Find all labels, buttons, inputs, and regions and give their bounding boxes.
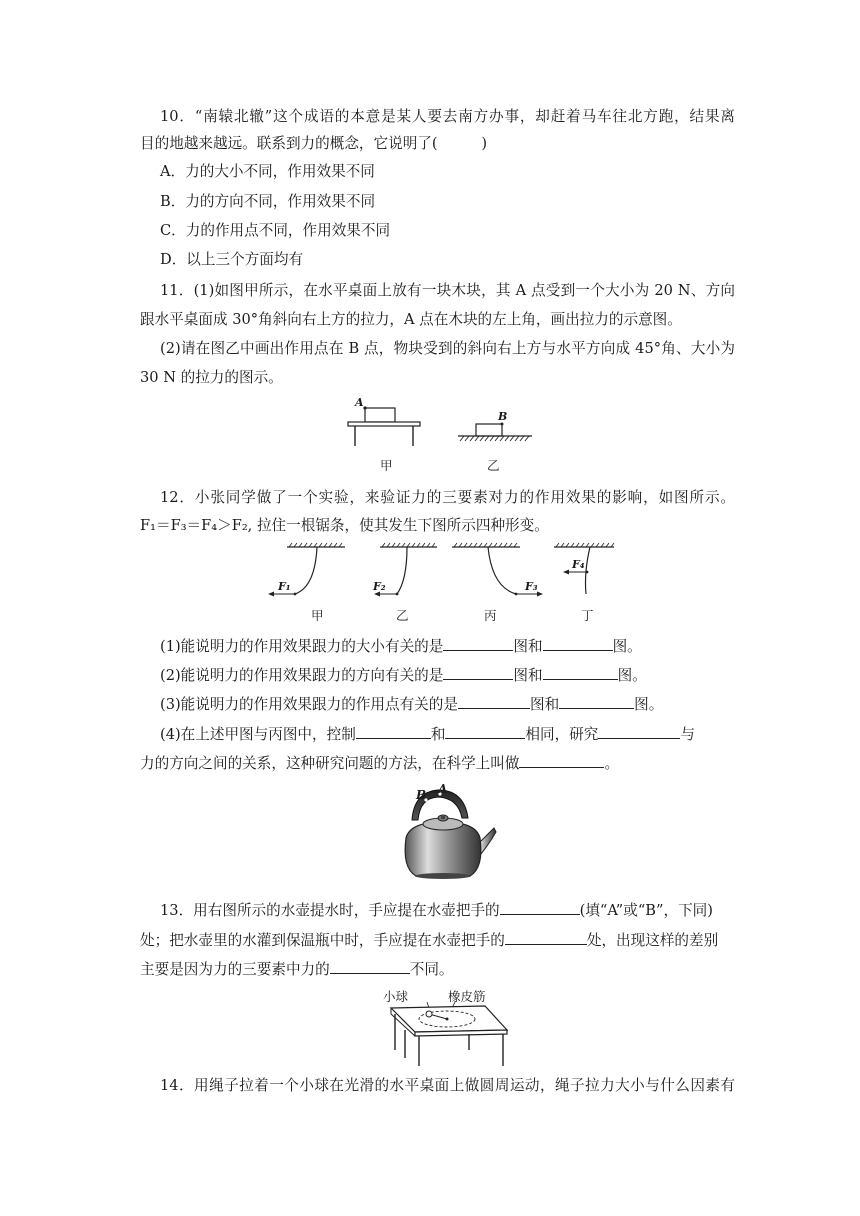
q12-stem-line1: 12．小张同学做了一个实验，来验证力的三要素对力的作用效果的影响，如图所示。 [160, 489, 735, 506]
answer-blank[interactable] [500, 899, 580, 915]
saw-blade-figure-bing [450, 542, 550, 602]
q13-line3: 主要是因为力的三要素中力的 不同。 [140, 958, 735, 980]
answer-blank[interactable] [445, 723, 525, 739]
caption-yi: 乙 [396, 608, 409, 623]
figure-jia-point-label: A [355, 396, 364, 409]
saw-blade-figure-ding [552, 542, 617, 602]
figure-yi-ground-block [458, 420, 533, 442]
force-label-f3: F₃ [525, 580, 538, 593]
answer-blank[interactable] [458, 693, 530, 709]
answer-blank[interactable] [443, 635, 513, 651]
answer-blank[interactable] [598, 723, 680, 739]
label-ball: 小球 [383, 989, 409, 1004]
kettle-label-b: B [416, 788, 427, 802]
q14-line1: 14．用绳子拉着一个小球在光滑的水平桌面上做圆周运动，绳子拉力大小与什么因素有 [160, 1077, 735, 1094]
kettle-label-a: A [438, 782, 448, 796]
answer-blank[interactable] [505, 929, 587, 945]
q10-option-d: D．以上三个方面均有 [160, 251, 304, 268]
answer-blank[interactable] [330, 958, 410, 974]
caption-jia: 甲 [311, 608, 324, 623]
q12-sub4-line1: (4)在上述甲图与丙图中，控制 和 相同，研究 与 [160, 723, 755, 745]
q11-stem-line2: 跟水平桌面成 30°角斜向右上方的拉力，A 点在木块的左上角，画出拉力的示意图。 [140, 311, 682, 328]
label-rubber-band: 橡皮筋 [448, 989, 486, 1004]
q10-option-b: B．力的方向不同，作用效果不同 [160, 193, 376, 210]
q12-sub4-line2: 力的方向之间的关系，这种研究问题的方法，在科学上叫做 。 [140, 752, 735, 774]
answer-blank[interactable] [543, 664, 618, 680]
answer-blank[interactable] [559, 693, 634, 709]
caption-bing: 丙 [484, 608, 497, 623]
q10-option-c: C．力的作用点不同，作用效果不同 [160, 222, 391, 239]
q12-sub3: (3)能说明力的作用效果跟力的作用点有关的是 图和 图。 [160, 693, 755, 715]
answer-blank[interactable] [519, 752, 604, 768]
figure-yi-caption: 乙 [487, 458, 500, 473]
q12-stem-line2: F₁＝F₃＝F₄＞F₂, 拉住一根锯条，使其发生下图所示四种形变。 [140, 517, 549, 534]
q10-stem-line1: 10．“南辕北辙”这个成语的本意是某人要去南方办事，却赶着马车往北方跑，结果离 [160, 108, 735, 125]
q12-sub1: (1)能说明力的作用效果跟力的大小有关的是 图和 图。 [160, 635, 755, 657]
q11-stem-line3: (2)请在图乙中画出作用点在 B 点，物块受到的斜向右上方与水平方向成 45°角、大小为 [160, 340, 735, 357]
answer-blank[interactable] [443, 664, 513, 680]
saw-blade-figure-yi [365, 542, 440, 602]
figure-yi-point-label: B [498, 410, 508, 423]
force-label-f1: F₁ [278, 580, 291, 593]
q13-line1: 13．用右图所示的水壶提水时，手应提在水壶把手的 (填“A”或“B”，下同) [160, 899, 755, 921]
saw-blade-figure-jia [265, 542, 350, 602]
q13-line2: 处；把水壶里的水灌到保温瓶中时，手应提在水壶把手的 处，出现这样的差别 [140, 929, 735, 951]
table-ball-figure [385, 1000, 510, 1070]
q10-option-a: A．力的大小不同，作用效果不同 [160, 163, 375, 180]
force-label-f4: F₄ [572, 558, 585, 571]
q11-stem-line4: 30 N 的拉力的图示。 [140, 369, 283, 386]
answer-blank[interactable] [543, 635, 613, 651]
answer-blank[interactable] [356, 723, 431, 739]
caption-ding: 丁 [581, 608, 594, 623]
q11-stem-line1: 11．(1)如图甲所示，在水平桌面上放有一块木块，其 A 点受到一个大小为 20 N、方向 [160, 282, 735, 299]
force-label-f2: F₂ [373, 580, 386, 593]
q12-sub2: (2)能说明力的作用效果跟力的方向有关的是 图和 图。 [160, 664, 755, 686]
figure-jia-caption: 甲 [380, 458, 393, 473]
q10-stem-line2: 目的地越来越远。联系到力的概念，它说明了( ) [140, 135, 488, 152]
